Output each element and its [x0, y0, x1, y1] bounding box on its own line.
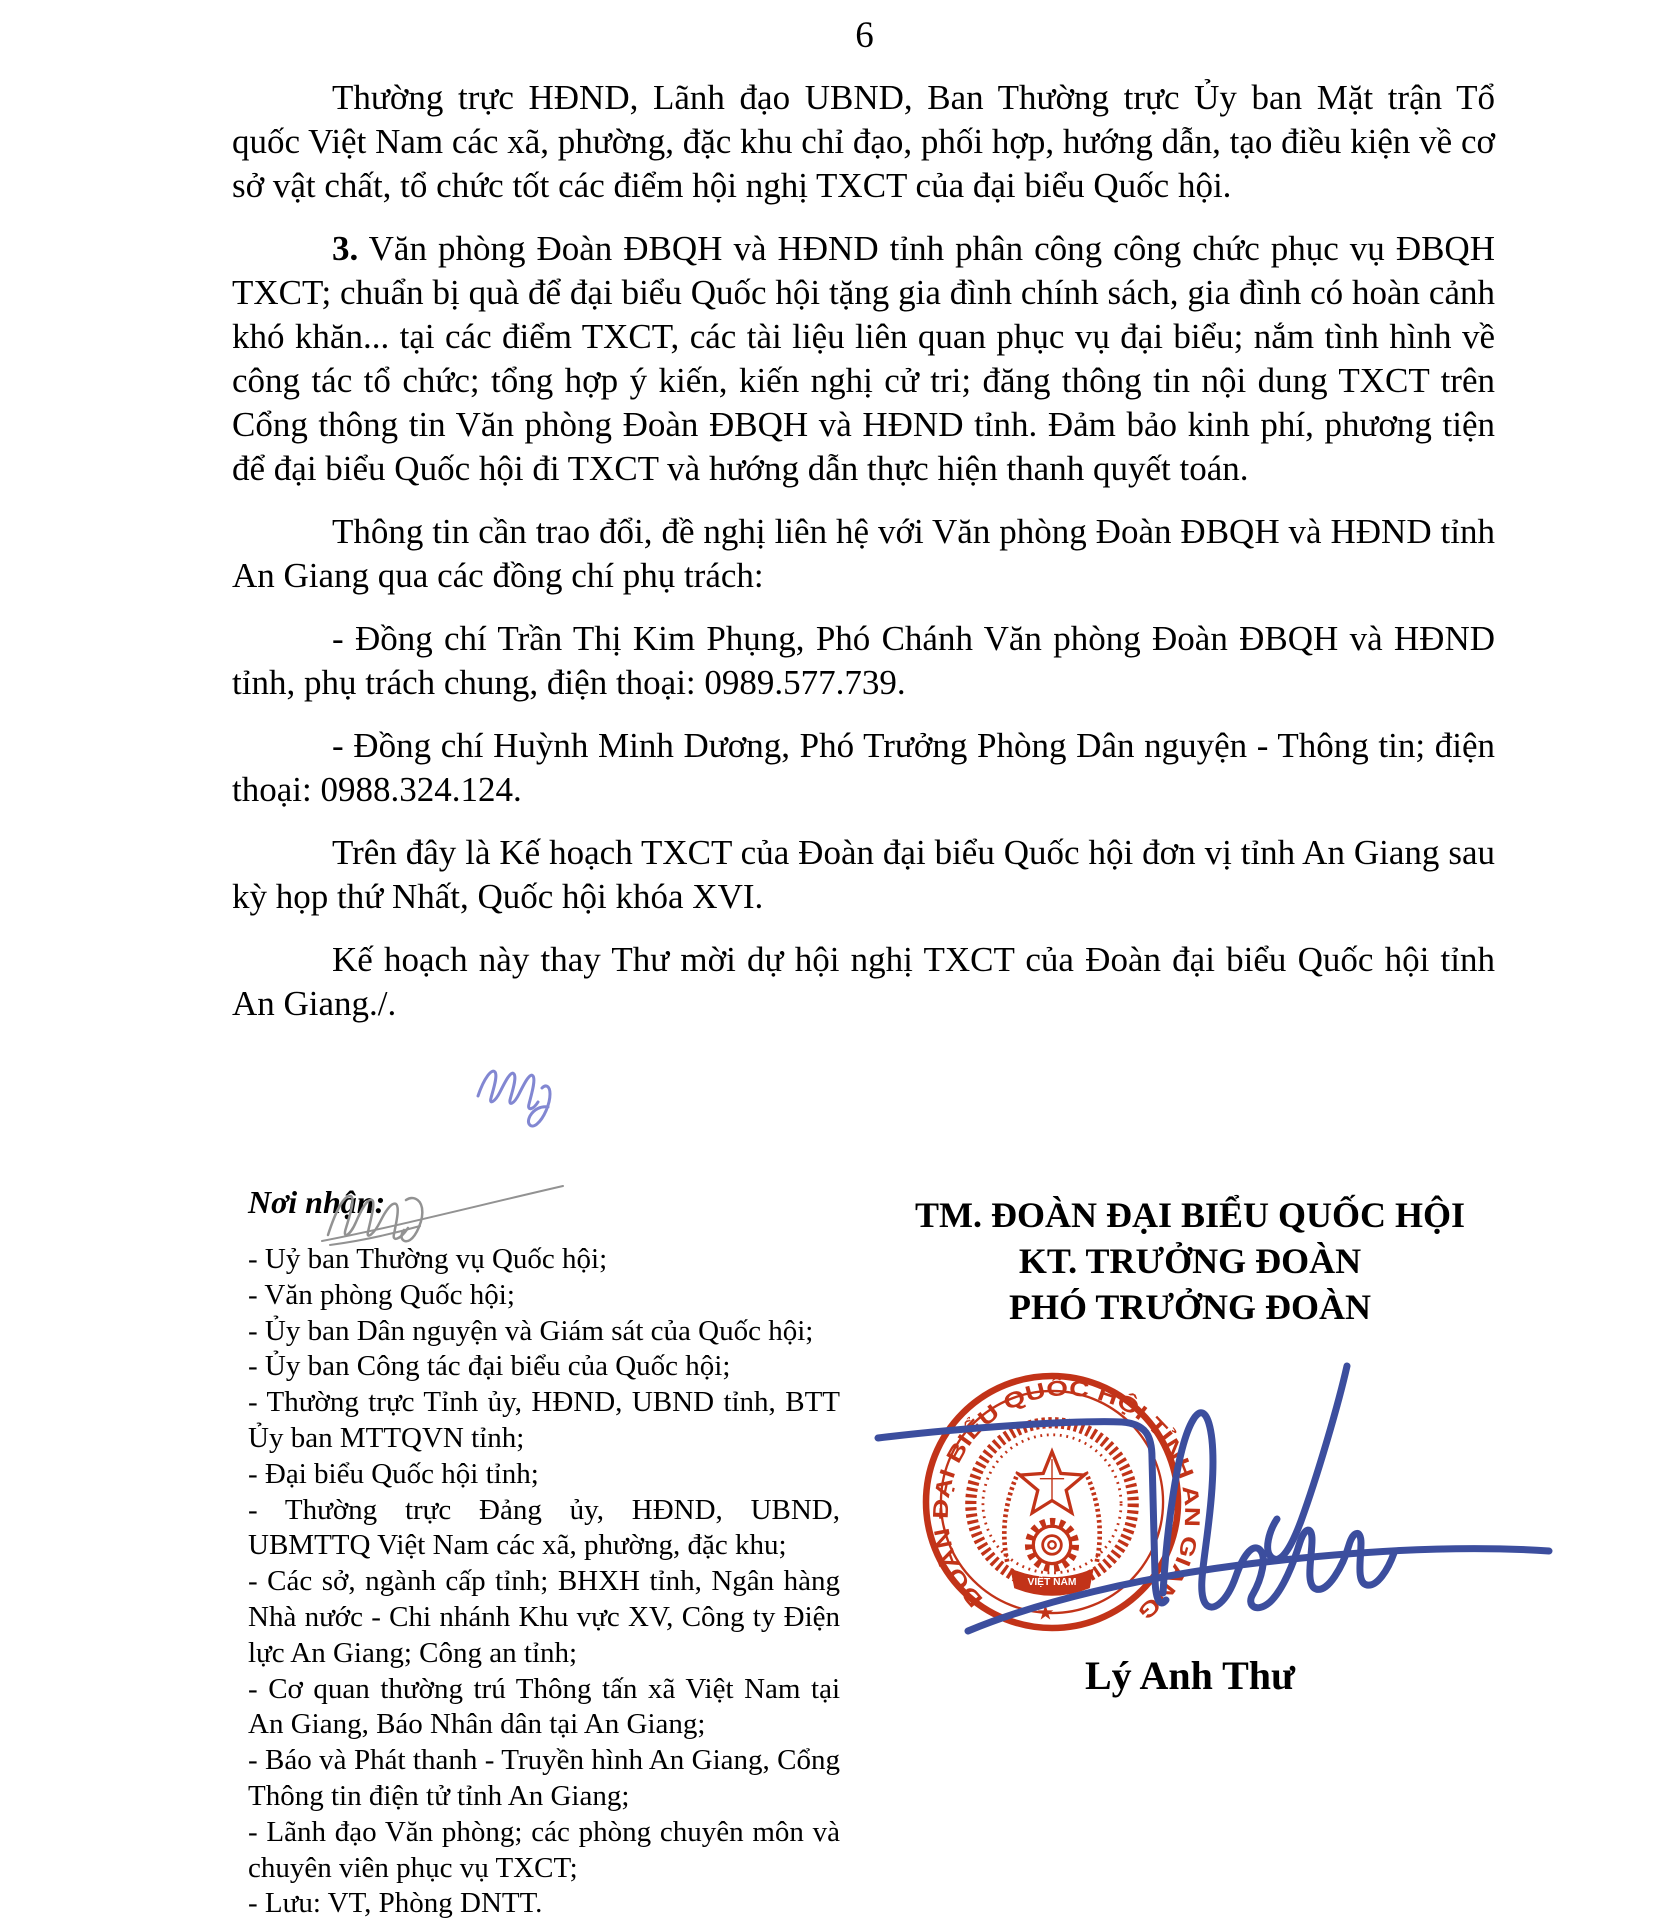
paragraph: Trên đây là Kế hoạch TXCT của Đoàn đại biểu Quốc hội đơn vị tỉnh An Giang sau kỳ họp thứ Nhất, Quốc hội khóa XVI. [232, 833, 1495, 916]
page-number: 6 [855, 15, 874, 56]
recipient-item: - Văn phòng Quốc hội; [248, 1278, 515, 1311]
recipient-item: - Cơ quan thường trú Thông tấn xã Việt Nam tại An Giang, Báo Nhân dân tại An Giang; [248, 1672, 840, 1741]
paragraph [232, 227, 1495, 491]
recipient-item: - Thường trực Tỉnh ủy, HĐND, UBND tỉnh, BTT Ủy ban MTTQVN tỉnh; [248, 1386, 840, 1454]
seal-banner-text: VIỆT NAM [1027, 1577, 1077, 1589]
paragraph: - Đồng chí Huỳnh Minh Dương, Phó Trưởng Phòng Dân nguyện - Thông tin; điện thoại: 0988.324.124. [232, 726, 1495, 809]
recipient-item: - Báo và Phát thanh - Truyền hình An Giang, Cổng Thông tin điện tử tỉnh An Giang; [248, 1744, 840, 1812]
recipient-item: - Các sở, ngành cấp tỉnh; BHXH tỉnh, Ngân hàng Nhà nước - Chi nhánh Khu vực XV, Công ty Điện lực An Giang; Công an tỉnh; [248, 1565, 840, 1669]
signature-block-heading [840, 1192, 1540, 1330]
signing-role-line: PHÓ TRƯỞNG ĐOÀN [1008, 1287, 1371, 1327]
seal-star-separator-icon: ★ [1036, 1602, 1055, 1625]
pencil-initials-mark [300, 1170, 590, 1255]
signer-name: Lý Anh Thư [1084, 1653, 1296, 1698]
recipients-label: Nơi nhận: [248, 1184, 386, 1220]
paragraph: Thường trực HĐND, Lãnh đạo UBND, Ban Thường trực Ủy ban Mặt trận Tổ quốc Việt Nam các xã, phường, đặc khu chỉ đạo, phối hợp, hướng dẫn, tạo điều kiện về cơ sở vật chất, tổ chức tốt các điểm hội nghị TXCT của đại biểu Quốc hội. [232, 78, 1495, 205]
recipient-item: - Ủy ban Công tác đại biểu của Quốc hội; [248, 1350, 731, 1383]
document-body [232, 76, 1495, 1045]
recipient-item: - Thường trực Đảng ủy, HĐND, UBND, UBMTTQ Việt Nam các xã, phường, đặc khu; [248, 1493, 840, 1562]
numbered-item-marker: 3. [332, 229, 359, 268]
paragraph: Kế hoạch này thay Thư mời dự hội nghị TXCT của Đoàn đại biểu Quốc hội tỉnh An Giang./. [232, 940, 1495, 1023]
paragraph: Thông tin cần trao đổi, đề nghị liên hệ với Văn phòng Đoàn ĐBQH và HĐND tỉnh An Giang qua các đồng chí phụ trách: [232, 512, 1495, 595]
recipient-item: - Ủy ban Dân nguyện và Giám sát của Quốc hội; [248, 1314, 814, 1347]
paragraph: - Đồng chí Trần Thị Kim Phụng, Phó Chánh Văn phòng Đoàn ĐBQH và HĐND tỉnh, phụ trách chung, điện thoại: 0989.577.739. [232, 619, 1495, 702]
recipient-item: - Lãnh đạo Văn phòng; các phòng chuyên môn và chuyên viên phục vụ TXCT; [248, 1815, 840, 1884]
recipient-item: - Uỷ ban Thường vụ Quốc hội; [248, 1243, 608, 1275]
ink-paraph-mark [465, 1055, 585, 1135]
recipients-list [248, 1242, 840, 1921]
signing-org-line: TM. ĐOÀN ĐẠI BIỂU QUỐC HỘI [914, 1195, 1466, 1235]
seal-ring-text: ĐOÀN ĐẠI BIỂU QUỐC HỘI TỈNH AN GIANG [928, 1376, 1205, 1622]
signing-kt-line: KT. TRƯỞNG ĐOÀN [1018, 1241, 1362, 1281]
recipient-item: - Lưu: VT, Phòng DNTT. [248, 1887, 543, 1920]
paragraph-text: Văn phòng Đoàn ĐBQH và HĐND tỉnh phân công công chức phục vụ ĐBQH TXCT; chuẩn bị quà để đại biểu Quốc hội tặng gia đình chính sách, gia đình có hoàn cảnh khó khăn... tại các điểm TXCT, các tài liệu liên quan phục vụ đại biểu; nắm tình hình về công tác tổ chức; tổng hợp ý kiến, kiến nghị cử tri; đăng thông tin nội dung TXCT trên Cổng thông tin Văn phòng Đoàn ĐBQH và HĐND tỉnh. Đảm bảo kinh phí, phương tiện để đại biểu Quốc hội đi TXCT và hướng dẫn thực hiện thanh quyết toán. [232, 229, 1495, 488]
recipient-item: - Đại biểu Quốc hội tỉnh; [248, 1457, 539, 1490]
